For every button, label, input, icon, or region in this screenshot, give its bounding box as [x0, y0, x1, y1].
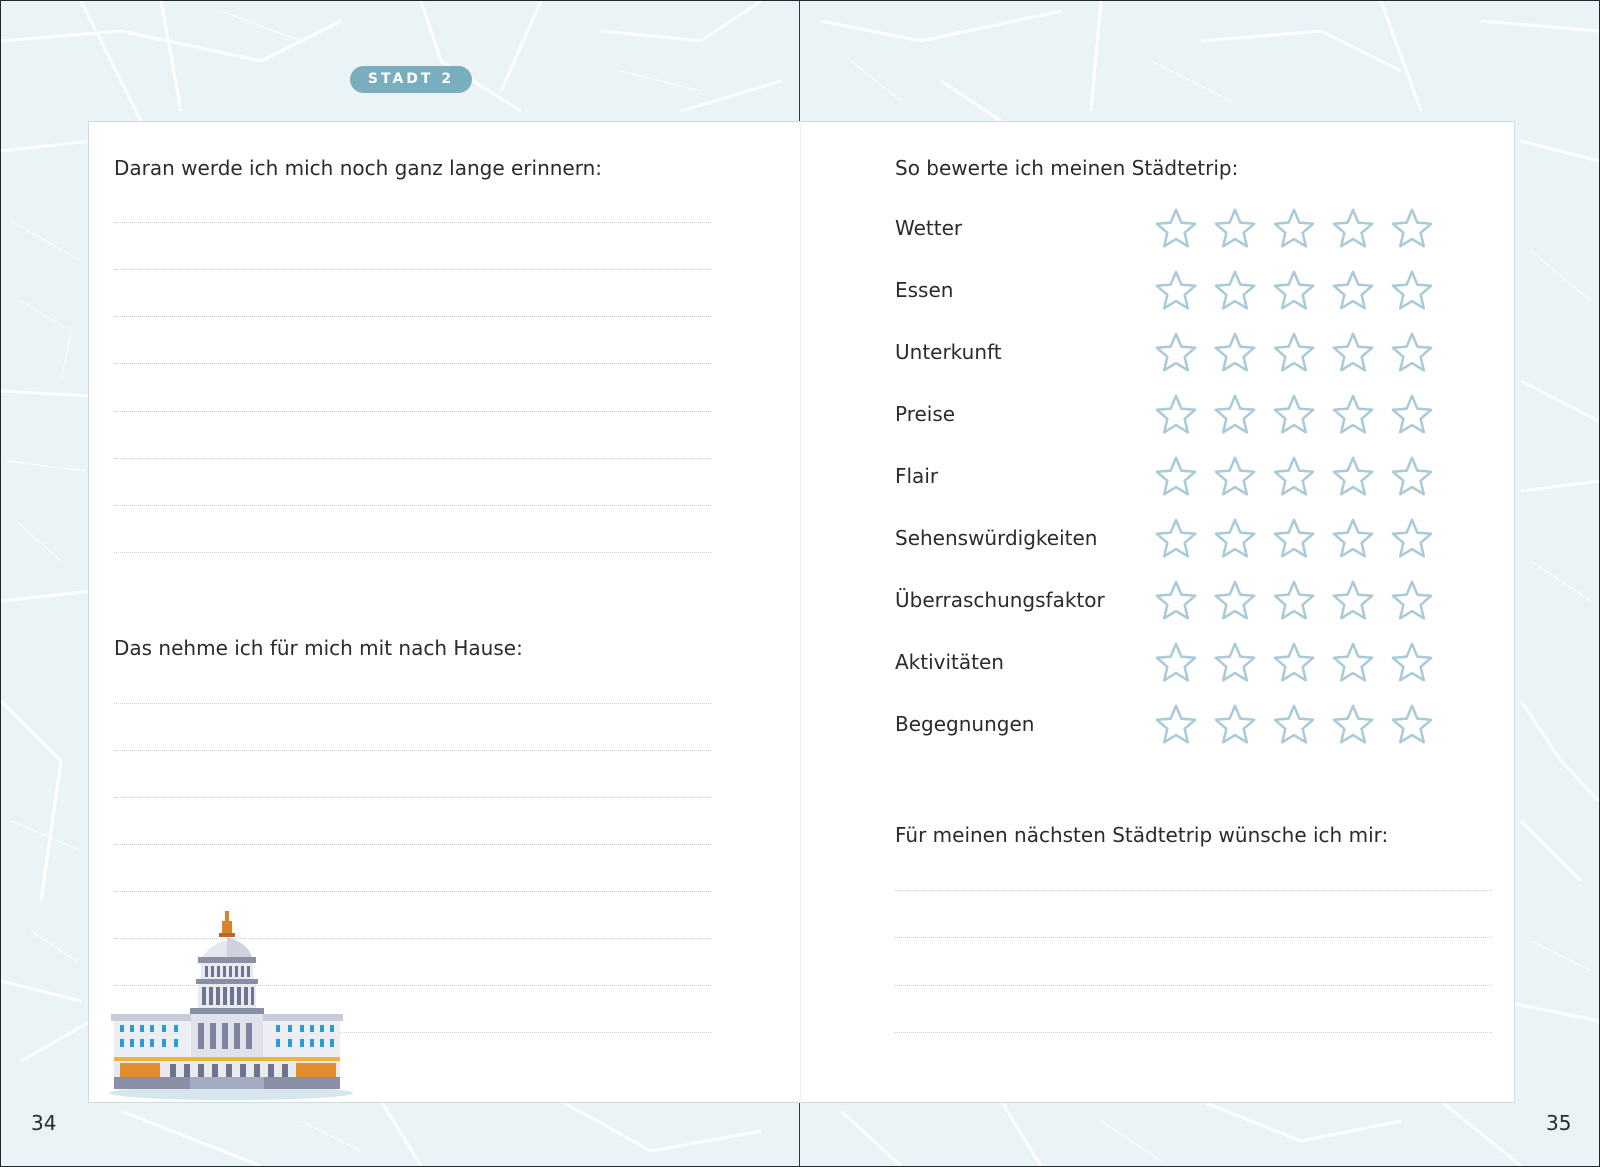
star-icon[interactable] [1212, 518, 1258, 562]
star-icon[interactable] [1271, 270, 1317, 314]
writing-line[interactable] [895, 1032, 1492, 1033]
star-icon[interactable] [1330, 580, 1376, 624]
star-icon[interactable] [1330, 270, 1376, 314]
star-icon[interactable] [1330, 394, 1376, 438]
star-icon[interactable] [1153, 332, 1199, 376]
writing-line[interactable] [114, 269, 711, 270]
star-icon[interactable] [1153, 518, 1199, 562]
star-icon[interactable] [1153, 394, 1199, 438]
star-icon[interactable] [1389, 456, 1435, 500]
star-icon[interactable] [1330, 208, 1376, 252]
rating-label: Sehenswürdigkeiten [895, 526, 1098, 550]
rating-prompt: So bewerte ich meinen Städtetrip: [895, 156, 1239, 180]
star-icon[interactable] [1271, 332, 1317, 376]
star-icon[interactable] [1153, 704, 1199, 748]
rating-row [895, 702, 1455, 752]
star-icon[interactable] [1330, 704, 1376, 748]
star-icon[interactable] [1153, 642, 1199, 686]
star-icon[interactable] [1153, 208, 1199, 252]
star-icon[interactable] [1212, 456, 1258, 500]
rating-row [895, 206, 1455, 256]
star-icon[interactable] [1212, 704, 1258, 748]
star-icon[interactable] [1153, 456, 1199, 500]
star-icon[interactable] [1212, 270, 1258, 314]
rating-label: Essen [895, 278, 954, 302]
writing-line[interactable] [114, 552, 711, 553]
star-icon[interactable] [1271, 208, 1317, 252]
capitol-building-icon [106, 911, 356, 1101]
rating-row [895, 516, 1455, 566]
star-icon[interactable] [1153, 580, 1199, 624]
rating-label: Flair [895, 464, 939, 488]
writing-line[interactable] [114, 844, 711, 845]
writing-line[interactable] [895, 937, 1492, 938]
rating-label: Überraschungsfaktor [895, 588, 1105, 612]
rating-label: Wetter [895, 216, 963, 240]
star-icon[interactable] [1389, 332, 1435, 376]
rating-row [895, 454, 1455, 504]
page-number-right: 35 [1546, 1111, 1572, 1135]
star-icon[interactable] [1330, 456, 1376, 500]
writing-line[interactable] [114, 750, 711, 751]
star-icon[interactable] [1212, 332, 1258, 376]
writing-line[interactable] [114, 411, 711, 412]
rating-label: Begegnungen [895, 712, 1035, 736]
star-icon[interactable] [1271, 704, 1317, 748]
star-icon[interactable] [1153, 270, 1199, 314]
writing-line[interactable] [114, 363, 711, 364]
star-icon[interactable] [1271, 394, 1317, 438]
rating-label: Preise [895, 402, 956, 426]
city-badge: STADT 2 [350, 66, 472, 93]
star-icon[interactable] [1389, 580, 1435, 624]
rating-row [895, 578, 1455, 628]
star-icon[interactable] [1330, 332, 1376, 376]
rating-label: Aktivitäten [895, 650, 1004, 674]
star-icon[interactable] [1212, 580, 1258, 624]
rating-row [895, 330, 1455, 380]
writing-line[interactable] [114, 222, 711, 223]
wish-prompt: Für meinen nächsten Städtetrip wünsche ich mir: [895, 823, 1389, 847]
star-icon[interactable] [1389, 270, 1435, 314]
star-icon[interactable] [1389, 704, 1435, 748]
writing-line[interactable] [114, 458, 711, 459]
page-number-left: 34 [31, 1111, 57, 1135]
rating-label: Unterkunft [895, 340, 1002, 364]
writing-line[interactable] [895, 890, 1492, 891]
star-icon[interactable] [1212, 394, 1258, 438]
star-icon[interactable] [1389, 518, 1435, 562]
writing-line[interactable] [114, 316, 711, 317]
star-icon[interactable] [1271, 518, 1317, 562]
star-icon[interactable] [1330, 518, 1376, 562]
writing-line[interactable] [114, 891, 711, 892]
rating-row [895, 392, 1455, 442]
takeaway-prompt: Das nehme ich für mich mit nach Hause: [114, 636, 523, 660]
memory-prompt: Daran werde ich mich noch ganz lange erinnern: [114, 156, 603, 180]
rating-row [895, 268, 1455, 318]
writing-line[interactable] [895, 985, 1492, 986]
rating-row [895, 640, 1455, 690]
star-icon[interactable] [1212, 642, 1258, 686]
star-icon[interactable] [1330, 642, 1376, 686]
star-icon[interactable] [1271, 642, 1317, 686]
writing-line[interactable] [114, 505, 711, 506]
writing-line[interactable] [114, 703, 711, 704]
star-icon[interactable] [1212, 208, 1258, 252]
star-icon[interactable] [1271, 456, 1317, 500]
star-icon[interactable] [1389, 394, 1435, 438]
writing-line[interactable] [114, 797, 711, 798]
star-icon[interactable] [1389, 208, 1435, 252]
star-icon[interactable] [1271, 580, 1317, 624]
star-icon[interactable] [1389, 642, 1435, 686]
